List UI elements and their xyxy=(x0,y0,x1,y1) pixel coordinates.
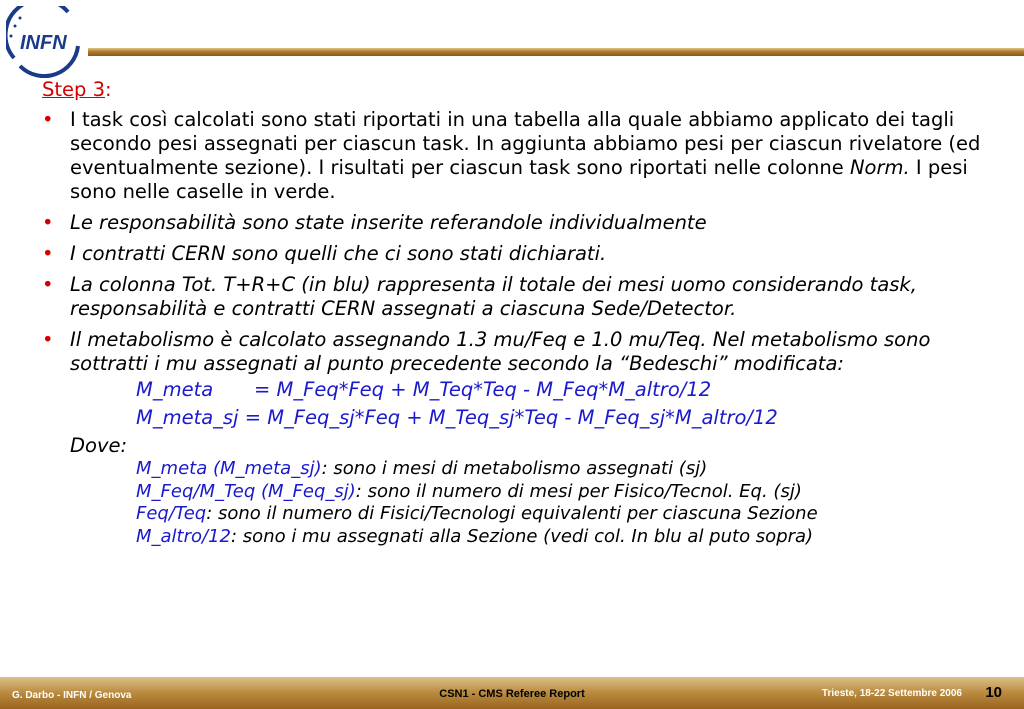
dove-label: Dove: xyxy=(70,434,128,457)
step-colon: : xyxy=(105,78,112,101)
definition-term: M_Feq/M_Teq (M_Feq_sj) xyxy=(136,480,356,502)
top-divider-bar xyxy=(88,48,1024,56)
formula-rhs: = M_Feq*Feq + M_Teq*Teq - M_Feq*M_altro/12 xyxy=(254,378,712,401)
definition-item xyxy=(136,458,1002,481)
formula-lhs: M_meta_sj xyxy=(136,406,239,429)
bullet-icon: • xyxy=(42,273,54,296)
bullet-item-1 xyxy=(42,108,1002,204)
bullet-text: Le responsabilità sono state inserite referandole individualmente xyxy=(70,211,707,234)
definition-term: M_altro/12 xyxy=(136,525,232,547)
definitions-list xyxy=(136,458,1002,548)
definition-item xyxy=(136,481,1002,504)
bullet-item-5 xyxy=(42,328,1002,376)
bullet-text-italic: Norm. xyxy=(849,156,910,179)
bullet-text: La colonna Tot. T+R+C (in blu) rappresenta il totale dei mesi uomo considerando task, responsabilità e contratti CERN assegnati a ciascuna Sede/Detector. xyxy=(70,273,917,320)
page-number: 10 xyxy=(985,684,1002,701)
slide-content xyxy=(42,78,1002,548)
definition-desc: : sono il numero di mesi per Fisico/Tecnol. Eq. (sj) xyxy=(355,480,802,502)
bullet-text: Il metabolismo è calcolato assegnando 1.3 mu/Feq e 1.0 mu/Teq. Nel metabolismo sono sottratti i mu assegnati al punto precedente secondo la “Bedeschi” modificata: xyxy=(70,328,931,375)
definition-desc: : sono il numero di Fisici/Tecnologi equivalenti per ciascuna Sezione xyxy=(206,503,818,524)
logo-text: INFN xyxy=(20,32,67,54)
infn-logo xyxy=(6,6,86,78)
formula-lhs: M_meta xyxy=(136,378,214,401)
bullet-icon: • xyxy=(42,108,54,131)
definition-desc: : sono i mu assegnati alla Sezione (vedi col. In blu al puto sopra) xyxy=(231,525,814,547)
bullet-list xyxy=(42,108,1002,376)
formula-meta xyxy=(136,378,1002,402)
bullet-text: I pesi sono nelle caselle in verde. xyxy=(70,156,968,203)
formula-rhs: = M_Feq_sj*Feq + M_Teq_sj*Teq - M_Feq_sj*M_altro/12 xyxy=(238,406,778,429)
bullet-item-3 xyxy=(42,242,1002,266)
footer-title: CSN1 - CMS Referee Report xyxy=(439,688,585,700)
footer-bar xyxy=(0,677,1024,709)
formula-meta-sj xyxy=(136,406,1002,430)
footer-date: Trieste, 18-22 Settembre 2006 xyxy=(821,688,962,699)
definition-item xyxy=(136,526,1002,549)
bullet-item-4 xyxy=(42,273,1002,321)
definition-term: M_meta (M_meta_sj) xyxy=(136,458,322,479)
step-label: Step 3 xyxy=(42,78,106,101)
bullet-icon: • xyxy=(42,242,54,265)
bullet-text: I task così calcolati sono stati riportati in una tabella alla quale abbiamo applicato dei tagli secondo pesi assegnati per ciascun task. In aggiunta abbiamo pesi per ciascun rivelatore (ed eventualmente sezione). I risultati per ciascun task sono riportati nelle colonne xyxy=(70,108,981,179)
bullet-text: I contratti CERN sono quelli che ci sono stati dichiarati. xyxy=(70,242,607,265)
definition-item xyxy=(136,503,1002,526)
bullet-icon: • xyxy=(42,211,54,234)
footer-author: G. Darbo - INFN / Genova xyxy=(12,690,132,701)
step-heading xyxy=(42,78,1002,102)
bullet-icon: • xyxy=(42,328,54,351)
definition-term: Feq/Teq xyxy=(136,503,207,524)
bullet-item-2 xyxy=(42,211,1002,235)
definition-desc: : sono i mesi di metabolismo assegnati (sj) xyxy=(321,458,708,479)
